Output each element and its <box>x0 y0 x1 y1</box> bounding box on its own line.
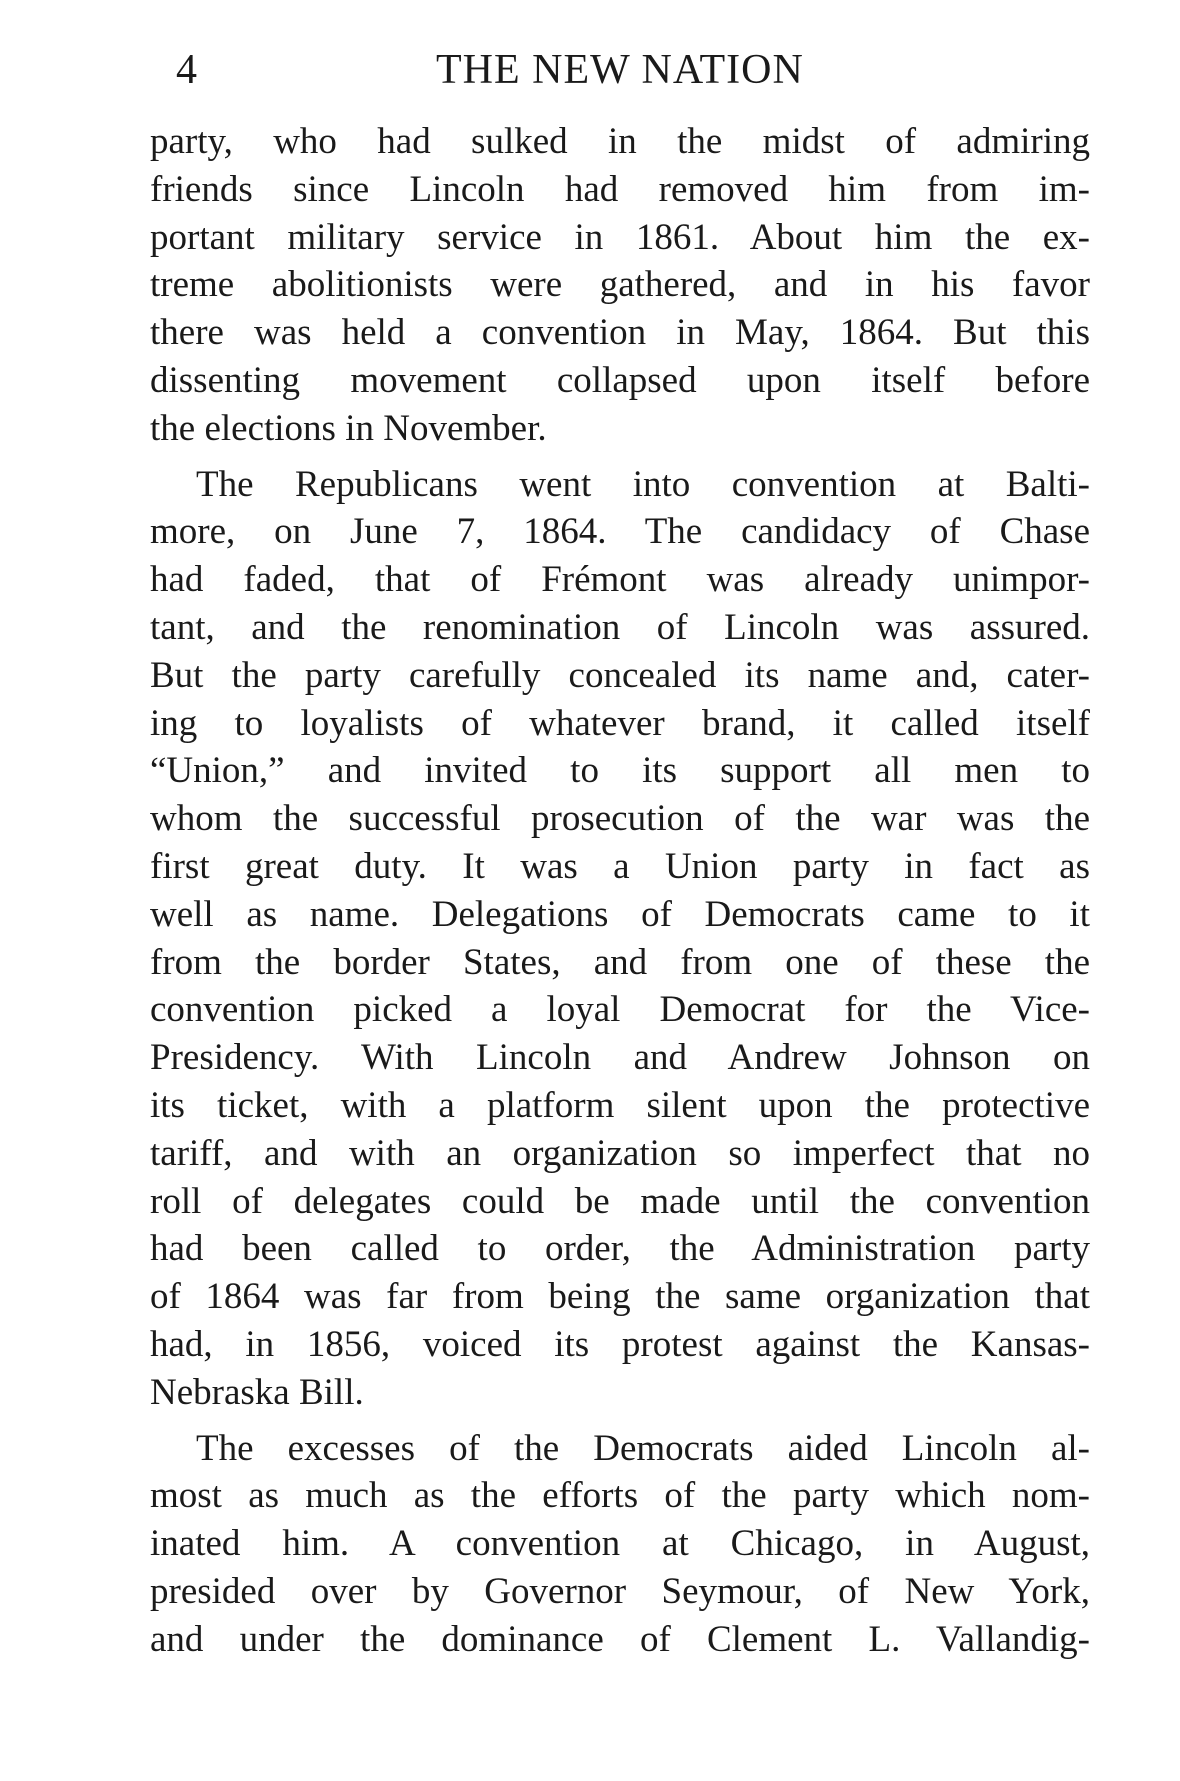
text-line: presided over by Governor Seymour, of New York, <box>150 1570 1090 1612</box>
text-line: Nebraska Bill. <box>150 1371 364 1413</box>
text-line: there was held a convention in May, 1864. But this <box>150 312 1090 354</box>
text-line: from the border States, and from one of these the <box>150 941 1090 983</box>
paragraph-1 <box>150 118 1090 453</box>
running-title: THE NEW NATION <box>436 47 804 93</box>
paragraph-2 <box>150 461 1090 1417</box>
text-line: inated him. A convention at Chicago, in August, <box>150 1523 1090 1565</box>
text-line: its ticket, with a platform silent upon the protective <box>150 1084 1090 1126</box>
text-line: dissenting movement collapsed upon itself before <box>150 359 1090 401</box>
text-line: But the party carefully concealed its name and, cater- <box>150 654 1090 696</box>
text-line: tariff, and with an organization so imperfect that no <box>150 1132 1090 1174</box>
text-line: convention picked a loyal Democrat for the Vice- <box>150 989 1090 1031</box>
text-line: had faded, that of Frémont was already unimpor- <box>150 559 1090 601</box>
paragraph-gap <box>150 453 1090 461</box>
text-line: well as name. Delegations of Democrats came to it <box>150 893 1090 935</box>
text-line: of 1864 was far from being the same organization that <box>150 1276 1090 1318</box>
text-line: had been called to order, the Administration party <box>150 1228 1090 1270</box>
text-line: more, on June 7, 1864. The candidacy of Chase <box>150 511 1090 553</box>
text-line: first great duty. It was a Union party in fact as <box>150 845 1090 887</box>
text-line: the elections in November. <box>150 407 547 449</box>
text-line: roll of delegates could be made until the convention <box>150 1180 1090 1222</box>
body-text <box>150 118 1090 1664</box>
text-line: and under the dominance of Clement L. Vallandig- <box>150 1618 1090 1660</box>
text-line: tant, and the renomination of Lincoln was assured. <box>150 606 1090 648</box>
text-line: ing to loyalists of whatever brand, it called itself <box>150 702 1090 744</box>
text-line: Presidency. With Lincoln and Andrew Johnson on <box>150 1037 1090 1079</box>
paragraph-gap <box>150 1417 1090 1425</box>
text-line: treme abolitionists were gathered, and in his favor <box>150 264 1090 306</box>
text-line: most as much as the efforts of the party which nom- <box>150 1475 1090 1517</box>
text-line: “Union,” and invited to its support all men to <box>150 750 1090 792</box>
text-line: party, who had sulked in the midst of admiring <box>150 121 1090 162</box>
text-line: portant military service in 1861. About him the ex- <box>150 216 1090 258</box>
text-line: friends since Lincoln had removed him from im- <box>150 168 1090 210</box>
text-line: whom the successful prosecution of the war was the <box>150 798 1090 840</box>
text-line: had, in 1856, voiced its protest against the Kansas- <box>150 1323 1090 1365</box>
text-line: The excesses of the Democrats aided Lincoln al- <box>196 1427 1090 1469</box>
paragraph-3 <box>150 1425 1090 1664</box>
page-header <box>176 40 1136 100</box>
text-line: The Republicans went into convention at Balti- <box>196 463 1090 505</box>
page-number: 4 <box>176 47 197 93</box>
